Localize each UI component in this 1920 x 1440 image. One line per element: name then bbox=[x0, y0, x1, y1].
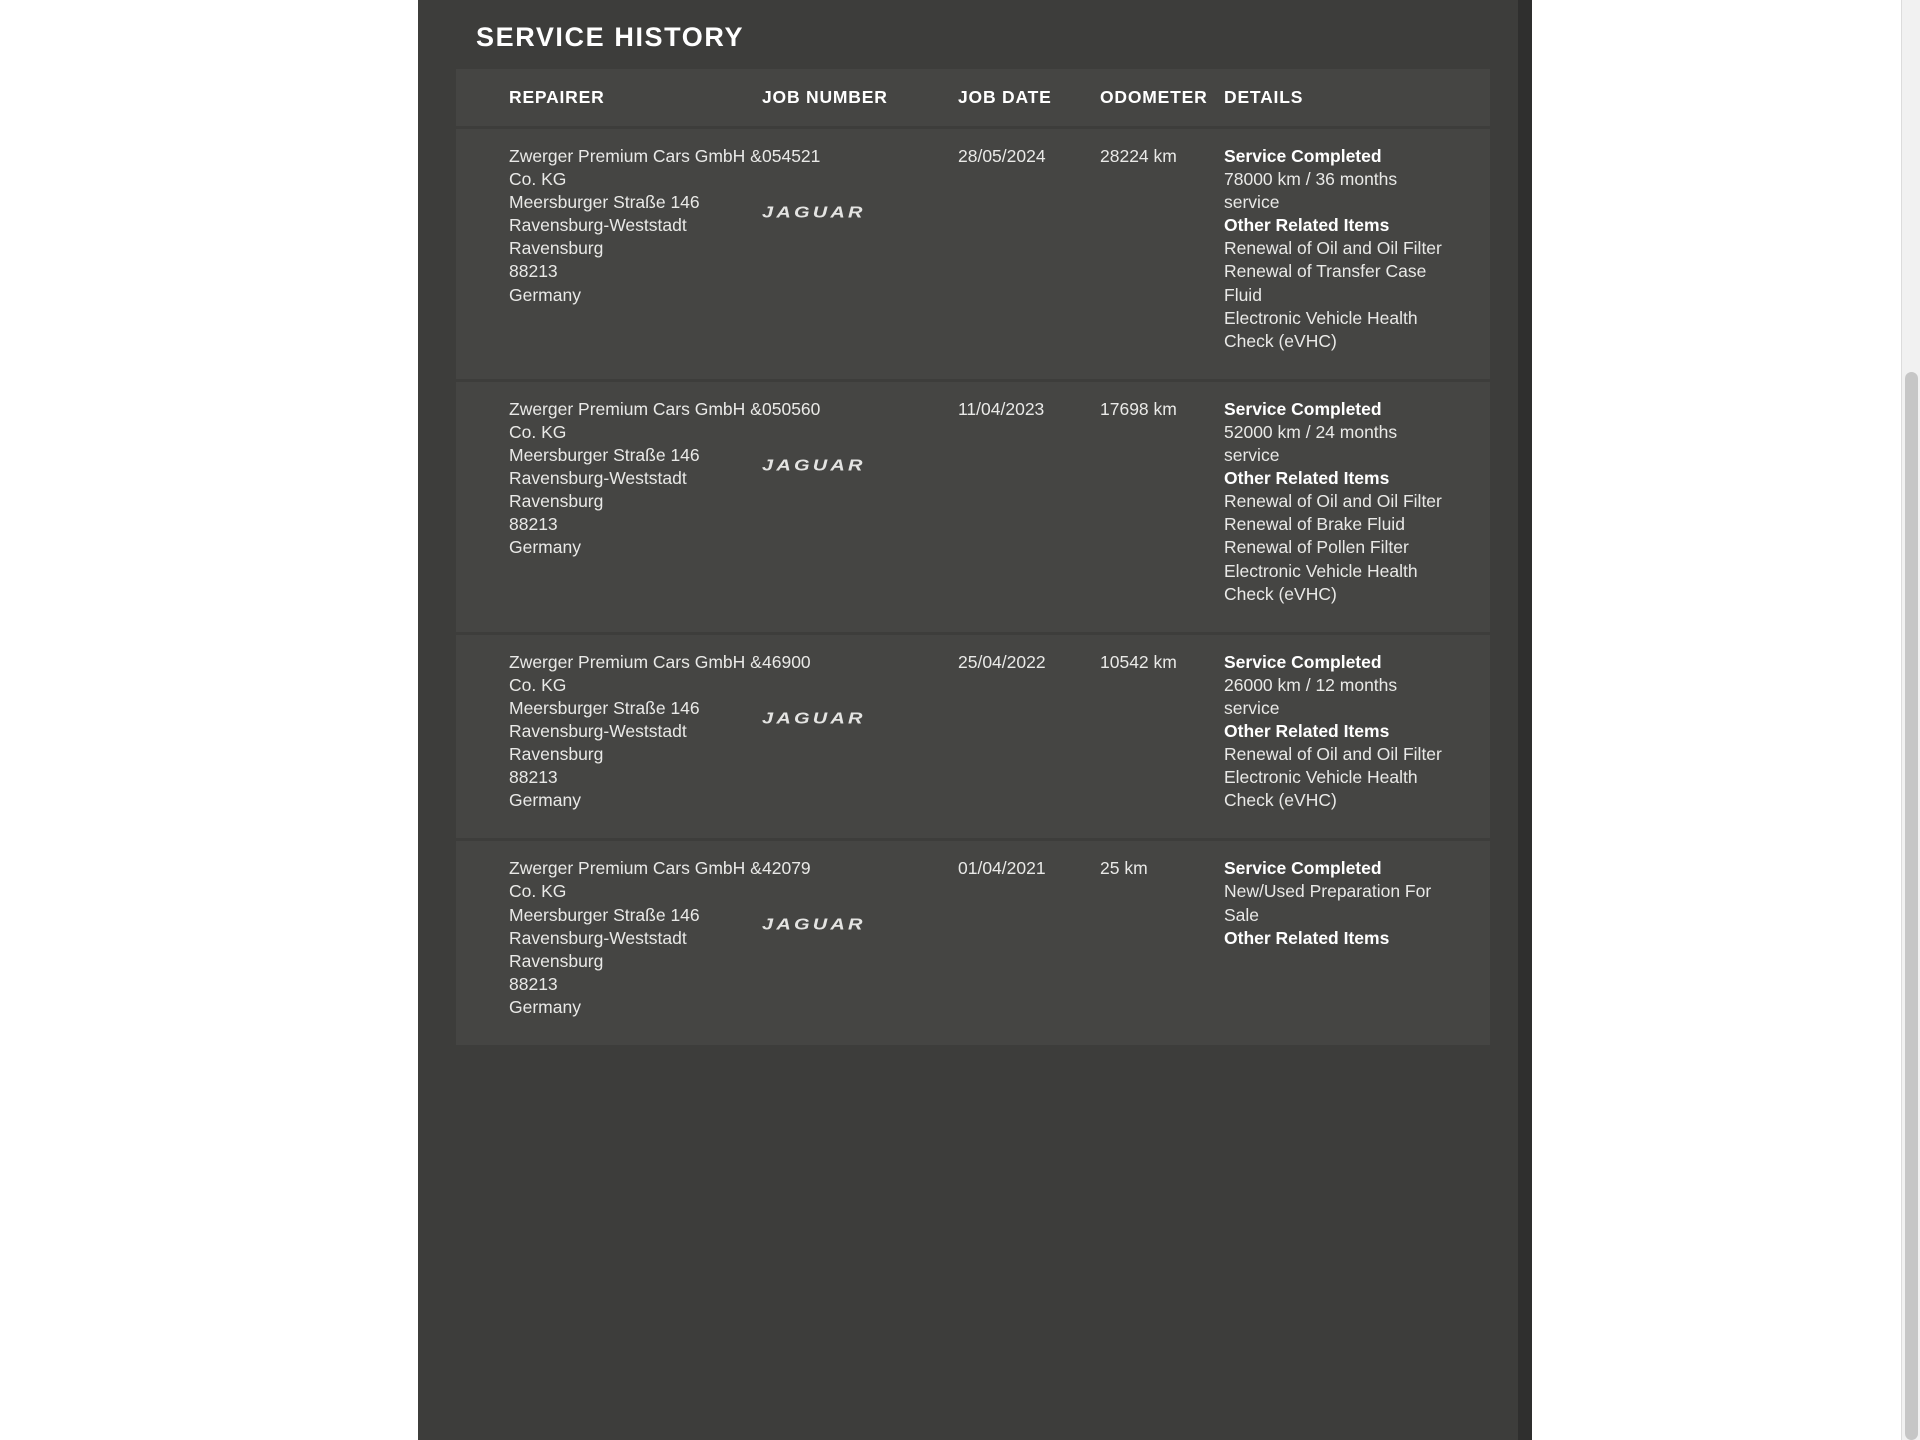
cell-job-date: 28/05/2024 bbox=[958, 146, 1046, 166]
repairer-line: Ravensburg bbox=[509, 744, 604, 765]
cell-odometer: 10542 km bbox=[1100, 651, 1177, 672]
repairer-line: 88213 bbox=[509, 261, 558, 282]
table-row bbox=[456, 838, 1490, 1045]
repairer-line: Zwerger Premium Cars GmbH & Co. KG bbox=[509, 651, 762, 695]
job-number-value: 054521 bbox=[762, 146, 821, 166]
document-right-edge bbox=[1518, 0, 1532, 1440]
repairer-line: 88213 bbox=[509, 514, 558, 535]
table-row bbox=[456, 379, 1490, 632]
cell-repairer bbox=[456, 145, 762, 353]
details-line: New/Used Preparation For Sale bbox=[1224, 881, 1432, 925]
repairer-line: Zwerger Premium Cars GmbH & Co. KG bbox=[509, 146, 762, 190]
jaguar-logo: JAGUAR bbox=[762, 916, 866, 935]
details-line: 26000 km / 12 months service bbox=[1224, 674, 1398, 718]
cell-details bbox=[1224, 398, 1446, 606]
page-scrollbar[interactable] bbox=[1901, 0, 1920, 1440]
repairer-line: Ravensburg-Weststadt bbox=[509, 468, 687, 489]
details-heading: Other Related Items bbox=[1224, 468, 1390, 489]
repairer-line: Ravensburg bbox=[509, 950, 604, 971]
details-line: Electronic Vehicle Health Check (eVHC) bbox=[1224, 307, 1418, 351]
cell-details bbox=[1224, 651, 1446, 813]
details-line: 78000 km / 36 months service bbox=[1224, 169, 1398, 213]
details-heading: Service Completed bbox=[1224, 398, 1382, 419]
details-line: Renewal of Transfer Case Fluid bbox=[1224, 261, 1427, 305]
cell-job-date: 25/04/2022 bbox=[958, 651, 1046, 672]
details-line: 52000 km / 24 months service bbox=[1224, 421, 1398, 466]
details-line: Renewal of Brake Fluid bbox=[1224, 514, 1405, 535]
page-scrollbar-thumb[interactable] bbox=[1905, 372, 1918, 1440]
column-header-job-number: JOB NUMBER bbox=[762, 87, 888, 107]
repairer-line: Ravensburg-Weststadt bbox=[509, 720, 687, 741]
cell-job-number bbox=[762, 651, 958, 813]
jaguar-logo: JAGUAR bbox=[762, 204, 866, 222]
repairer-line: Germany bbox=[509, 996, 581, 1017]
repairer-line: Ravensburg-Weststadt bbox=[509, 215, 687, 236]
repairer-line: 88213 bbox=[509, 973, 558, 994]
repairer-line: Zwerger Premium Cars GmbH & Co. KG bbox=[509, 858, 762, 902]
details-line: Renewal of Pollen Filter bbox=[1224, 537, 1409, 558]
repairer-line: Germany bbox=[509, 790, 581, 811]
column-header-job-date: JOB DATE bbox=[958, 87, 1052, 107]
page-title: SERVICE HISTORY bbox=[476, 22, 745, 52]
table-row bbox=[456, 126, 1490, 379]
cell-job-date: 11/04/2023 bbox=[958, 398, 1045, 419]
details-line: Electronic Vehicle Health Check (eVHC) bbox=[1224, 560, 1418, 604]
repairer-line: Ravensburg bbox=[509, 238, 604, 259]
cell-odometer: 25 km bbox=[1100, 858, 1148, 879]
repairer-line: Meersburger Straße 146 bbox=[509, 445, 700, 466]
repairer-line: Germany bbox=[509, 284, 581, 305]
job-number-value: 46900 bbox=[762, 651, 811, 672]
details-line: Renewal of Oil and Oil Filter bbox=[1224, 744, 1442, 765]
details-heading: Service Completed bbox=[1224, 651, 1382, 672]
table-body bbox=[456, 126, 1490, 1045]
cell-job-number bbox=[762, 398, 958, 606]
details-heading: Other Related Items bbox=[1224, 215, 1390, 236]
cell-job-date: 01/04/2021 bbox=[958, 858, 1046, 879]
jaguar-logo: JAGUAR bbox=[762, 710, 866, 728]
cell-repairer bbox=[456, 398, 762, 606]
details-heading: Other Related Items bbox=[1224, 720, 1390, 741]
details-line: Renewal of Oil and Oil Filter bbox=[1224, 238, 1442, 259]
cell-details bbox=[1224, 857, 1446, 1019]
details-line: Renewal of Oil and Oil Filter bbox=[1224, 491, 1442, 512]
service-history-document bbox=[418, 0, 1518, 1440]
repairer-line: Meersburger Straße 146 bbox=[509, 697, 700, 718]
cell-odometer: 28224 km bbox=[1100, 146, 1177, 166]
cell-repairer bbox=[456, 857, 762, 1019]
service-history-table bbox=[456, 69, 1490, 1045]
cell-job-number bbox=[762, 145, 958, 353]
column-header-odometer: ODOMETER bbox=[1100, 87, 1208, 107]
details-heading: Service Completed bbox=[1224, 858, 1382, 879]
details-line: Electronic Vehicle Health Check (eVHC) bbox=[1224, 767, 1418, 811]
job-number-value: 42079 bbox=[762, 858, 811, 879]
jaguar-logo: JAGUAR bbox=[762, 457, 866, 475]
table-header-row bbox=[456, 69, 1490, 126]
cell-job-number bbox=[762, 857, 958, 1019]
repairer-line: Ravensburg bbox=[509, 491, 604, 512]
repairer-line: Zwerger Premium Cars GmbH & Co. KG bbox=[509, 398, 762, 442]
repairer-line: Ravensburg-Weststadt bbox=[509, 927, 687, 948]
cell-odometer: 17698 km bbox=[1100, 398, 1177, 419]
column-header-repairer: REPAIRER bbox=[509, 87, 605, 107]
cell-details bbox=[1224, 145, 1446, 353]
repairer-line: Meersburger Straße 146 bbox=[509, 192, 700, 213]
repairer-line: Germany bbox=[509, 537, 581, 558]
details-heading: Other Related Items bbox=[1224, 927, 1390, 948]
job-number-value: 050560 bbox=[762, 398, 821, 419]
table-row bbox=[456, 632, 1490, 839]
repairer-line: Meersburger Straße 146 bbox=[509, 904, 700, 925]
details-heading: Service Completed bbox=[1224, 146, 1382, 166]
cell-repairer bbox=[456, 651, 762, 813]
column-header-details: DETAILS bbox=[1224, 87, 1304, 107]
repairer-line: 88213 bbox=[509, 767, 558, 788]
